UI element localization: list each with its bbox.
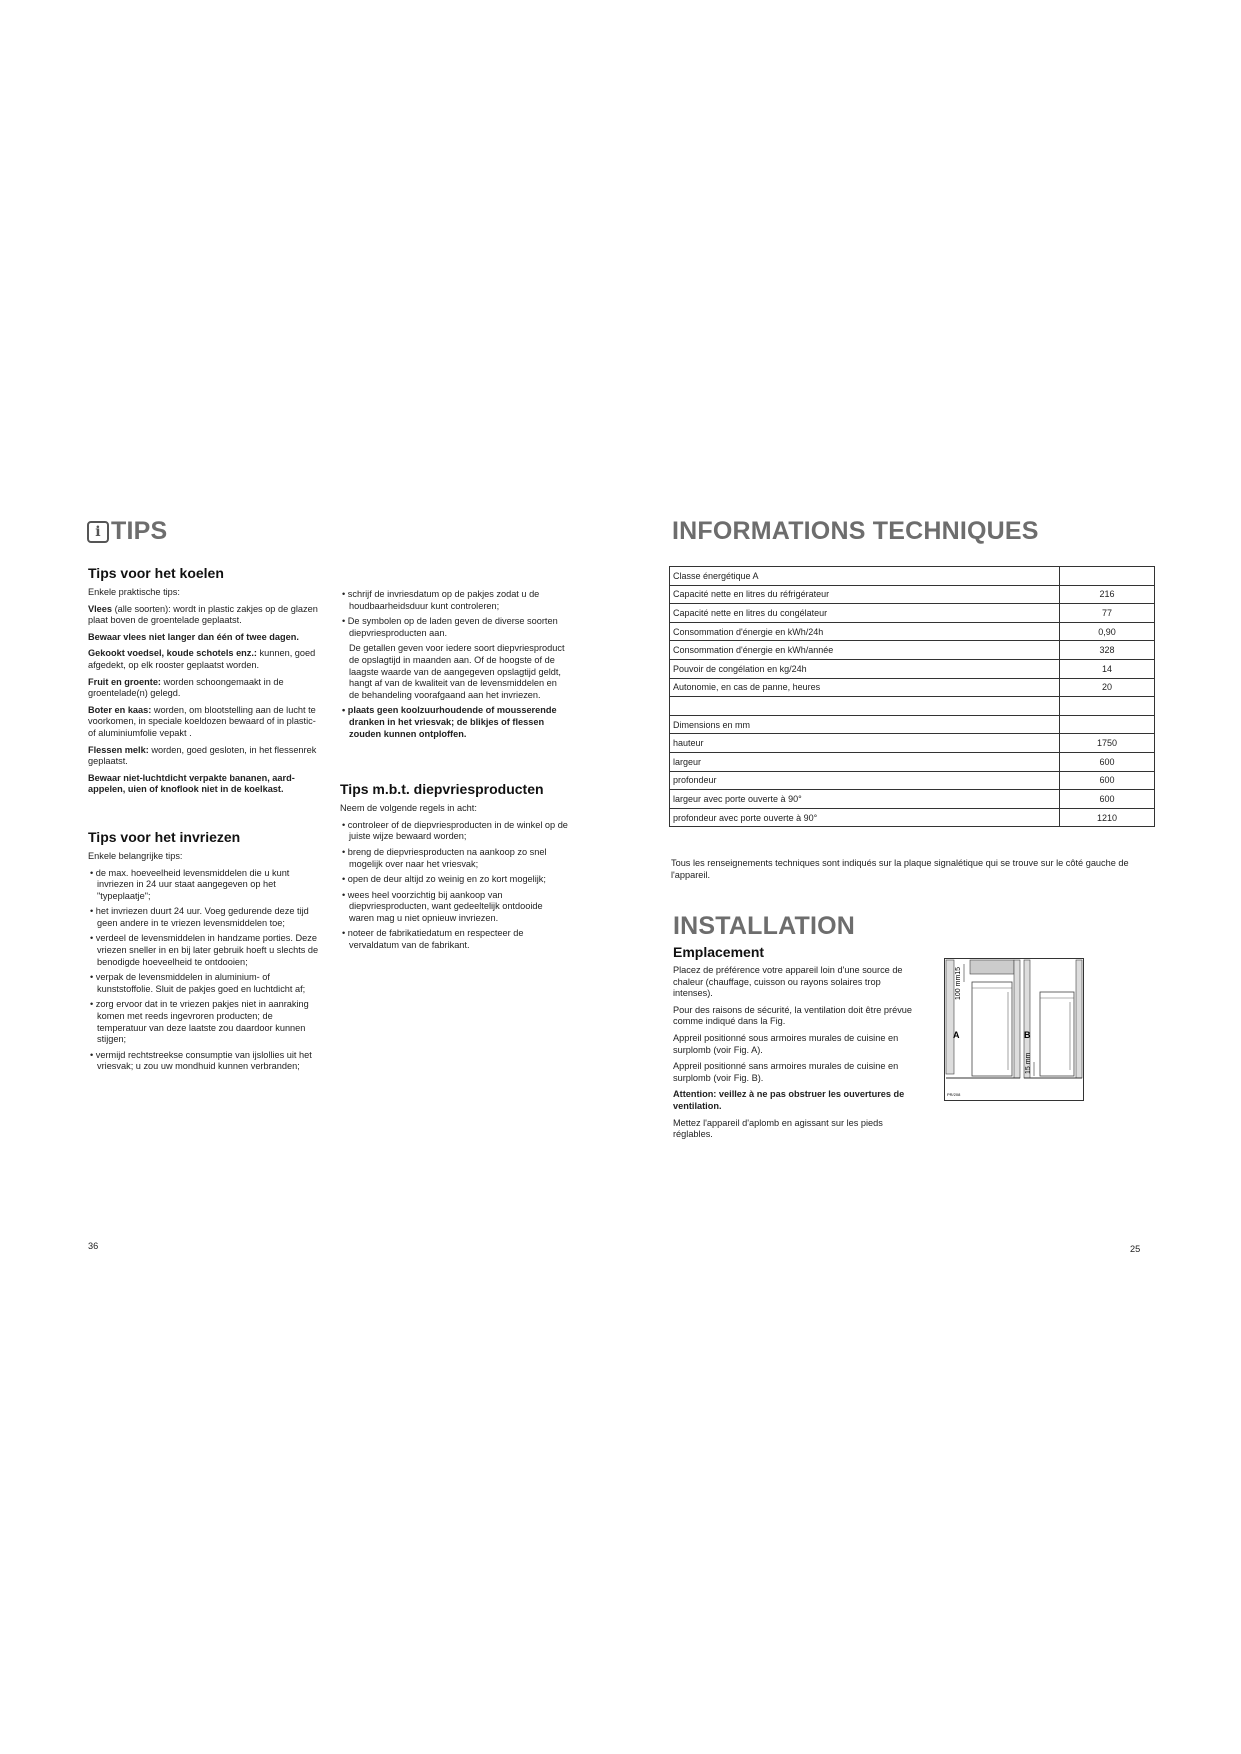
koelen-item-text: (alle soorten): wordt in plastic zakjes op de glazen plaat boven de groentelade geplaatst.: [88, 603, 318, 626]
emplacement-para: Pour des raisons de sécurité, la ventilation doit être prévue comme indiqué dans la Fig.: [673, 1004, 913, 1027]
koelen-item-bold: Bewaar vlees niet langer dan één of twee dagen.: [88, 631, 299, 642]
diepvries-bullet: • noteer de fabrikatiedatum en respecteer de vervaldatum van de fabrikant.: [340, 928, 568, 951]
table-cell-label: profondeur: [670, 771, 1060, 790]
table-row: [670, 585, 1155, 604]
table-cell-label: Consommation d'énergie en kWh/année: [670, 641, 1060, 660]
table-cell-value: 600: [1060, 790, 1155, 809]
fig-dim-bottom: 15 mm: [1025, 1052, 1032, 1074]
table-row: [670, 771, 1155, 790]
koelen-item-text: worden schoongemaakt in de groentelade(n) gelegd.: [88, 676, 284, 699]
table-cell-value: 600: [1060, 771, 1155, 790]
invriezen-list: [88, 868, 321, 1074]
col2-bullet: • De symbolen op de laden geven de diverse soorten diepvriesproducten aan.: [340, 616, 568, 639]
emplacement-final: Mettez l'appareil d'aplomb en agissant sur les pieds réglables.: [673, 1117, 883, 1140]
table-cell-label: Capacité nette en litres du réfrigérateur: [670, 585, 1060, 604]
emplacement-section: [673, 944, 913, 1146]
invriezen-bullet: • vermijd rechtstreekse consumptie van ijslollies uit het vriesvak; u zou uw mondhuid kunnen verbranden;: [88, 1050, 321, 1073]
table-row: [670, 790, 1155, 809]
table-cell-value: [1060, 715, 1155, 734]
koelen-item-bold: Gekookt voedsel, koude schotels enz.:: [88, 648, 257, 659]
table-row: [670, 715, 1155, 734]
fig-code: PR/208: [947, 1092, 961, 1097]
emplacement-para: Appreil positionné sous armoires murales de cuisine en surplomb (voir Fig. A).: [673, 1032, 899, 1055]
table-cell-label: [670, 697, 1060, 716]
table-cell-label: largeur: [670, 752, 1060, 771]
table-row: [670, 808, 1155, 827]
koelen-item-bold: Flessen melk:: [88, 744, 149, 755]
table-cell-value: 20: [1060, 678, 1155, 697]
koelen-item-bold: Boter en kaas:: [88, 704, 152, 715]
technical-note: Tous les renseignements techniques sont indiqués sur la plaque signalétique qui se trouve sur le côté gauche de l'appareil.: [671, 858, 1129, 880]
invriezen-bullet: • verdeel de levensmiddelen in handzame porties. Deze vriezen sneller in en bij later gebruik hoeft u slechts de benodigde hoeveelheid te ontdooien;: [88, 933, 321, 968]
koelen-item-text: worden, om blootstelling aan de lucht te voorkomen, in speciale koeldozen bewaard of in plastic- of aluminiumfolie vepakt .: [88, 704, 316, 738]
table-cell-value: 14: [1060, 659, 1155, 678]
diepvries-intro: Neem de volgende regels in acht:: [340, 803, 477, 814]
left-column-1: [88, 565, 321, 1077]
table-cell-label: Autonomie, en cas de panne, heures: [670, 678, 1060, 697]
right-page-number: 25: [1130, 1244, 1141, 1254]
table-cell-value: 1750: [1060, 734, 1155, 753]
info-icon: i: [87, 521, 109, 543]
koelen-item: [88, 632, 321, 644]
invriezen-bullet: • het invriezen duurt 24 uur. Voeg gedurende deze tijd geen andere in te vriezen levensmiddelen toe;: [88, 906, 321, 929]
koelen-heading: Tips voor het koelen: [88, 565, 224, 581]
koelen-item: [88, 773, 321, 796]
table-row: [670, 659, 1155, 678]
fig-label-b: B: [1024, 1030, 1031, 1040]
diepvries-bullet: • breng de diepvriesproducten na aankoop zo snel mogelijk over naar het vriesvak;: [340, 847, 568, 870]
koelen-item: [88, 705, 321, 740]
table-cell-label: Classe énergétique A: [670, 567, 1060, 586]
emplacement-heading: Emplacement: [673, 944, 765, 960]
emplacement-paras: [673, 965, 913, 1084]
table-cell-value: 77: [1060, 604, 1155, 623]
table-cell-value: 0,90: [1060, 622, 1155, 641]
koelen-item: [88, 648, 321, 671]
invriezen-body: [88, 851, 321, 1073]
koelen-item-bold: Fruit en groente:: [88, 676, 161, 687]
invriezen-bullet: • de max. hoeveelheid levensmiddelen die u kunt invriezen in 24 uur staat aangegeven op het "typeplaatje";: [88, 868, 321, 903]
table-row: [670, 734, 1155, 753]
diepvries-bullet: • wees heel voorzichtig bij aankoop van diepvriesproducten, want gedeeltelijk ontdooide waren mag u niet opnieuw invriezen.: [340, 890, 568, 925]
emplacement-para: Placez de préférence votre appareil loin d'une source de chaleur (chauffage, cuisson ou rayons solaires trop intenses).: [673, 965, 903, 999]
emplacement-attention: Attention: veillez à ne pas obstruer les ouvertures de ventilation.: [673, 1089, 905, 1111]
installation-figure: [944, 958, 1084, 1101]
koelen-item: [88, 677, 321, 700]
informations-techniques-title: INFORMATIONS TECHNIQUES: [672, 517, 1039, 545]
installation-diagram: [944, 958, 1084, 1101]
invriezen-bullet: • zorg ervoor dat in te vriezen pakjes niet in aanraking komen met reeds ingevroren producten; de temperatuur van deze laatste zou daardoor kunnen stijgen;: [88, 999, 321, 1045]
table-cell-label: Dimensions en mm: [670, 715, 1060, 734]
technical-table: [669, 566, 1155, 827]
koelen-items: [88, 604, 321, 796]
diepvries-body: [340, 803, 568, 952]
col2-body: [340, 589, 568, 740]
tips-title: i TIPS: [87, 517, 167, 546]
table-row: [670, 622, 1155, 641]
table-row: [670, 641, 1155, 660]
table-cell-label: Consommation d'énergie en kWh/24h: [670, 622, 1060, 641]
diepvries-bullet: • controleer of de diepvriesproducten in de winkel op de juiste wijze bewaard worden;: [340, 820, 568, 843]
left-page-number: 36: [88, 1241, 99, 1251]
table-cell-label: profondeur avec porte ouverte à 90°: [670, 808, 1060, 827]
emplacement-body: [673, 965, 913, 1141]
invriezen-heading: Tips voor het invriezen: [88, 828, 241, 845]
table-cell-label: largeur avec porte ouverte à 90°: [670, 790, 1060, 809]
table-row: [670, 567, 1155, 586]
table-cell-label: hauteur: [670, 734, 1060, 753]
koelen-intro: Enkele praktische tips:: [88, 587, 180, 597]
table-cell-value: 600: [1060, 752, 1155, 771]
diepvries-bullet: • open de deur altijd zo weinig en zo kort mogelijk;: [340, 874, 568, 886]
table-row: [670, 752, 1155, 771]
installation-title: INSTALLATION: [673, 912, 856, 940]
table-row: [670, 697, 1155, 716]
table-cell-value: 328: [1060, 641, 1155, 660]
col2-bold-bullet: • plaats geen koolzuurhoudende of mousserende dranken in het vriesvak; de blikjes of flessen zouden kunnen ontploffen.: [340, 705, 568, 740]
col2-para: De getallen geven voor iedere soort diepvriesproduct de opslagtijd in maanden aan. Of de hoogste of de laagste waarde van de aangegeven opslagtijd geldt, hangt af van de kwaliteit van de levensmiddelen en de behandeling voorafgaand aan het invriezen.: [349, 643, 565, 700]
table-cell-value: 216: [1060, 585, 1155, 604]
emplacement-para: Appreil positionné sans armoires murales de cuisine en surplomb (voir Fig. B).: [673, 1061, 899, 1083]
table-cell-label: Capacité nette en litres du congélateur: [670, 604, 1060, 623]
table-cell-label: Pouvoir de congélation en kg/24h: [670, 659, 1060, 678]
koelen-item-text: kunnen, goed afgedekt, op elk rooster geplaatst worden.: [88, 648, 316, 670]
col2-bullet: • schrijf de invriesdatum op de pakjes zodat u de houdbaarheidsduur kunt controleren;: [340, 589, 568, 612]
table-cell-value: 1210: [1060, 808, 1155, 827]
fig-dim-top: 100 mm15: [955, 966, 962, 1000]
invriezen-bullet: • verpak de levensmiddelen in aluminium- of kunststoffolie. Sluit de pakjes goed en luchtdicht af;: [88, 972, 321, 995]
invriezen-intro: Enkele belangrijke tips:: [88, 850, 183, 861]
table-cell-value: [1060, 567, 1155, 586]
col2-list: [340, 589, 568, 639]
koelen-item-bold: Vlees: [88, 603, 113, 614]
koelen-item-text: worden, goed gesloten, in het flessenrek geplaatst.: [88, 744, 317, 767]
koelen-item-bold: Bewaar niet-luchtdicht verpakte bananen, aard-appelen, uien of knoflook niet in de koelkast.: [88, 772, 295, 795]
koelen-body: [88, 587, 321, 796]
diepvries-list: [340, 820, 568, 952]
koelen-item: [88, 604, 321, 627]
left-column-2: [340, 589, 568, 956]
diepvries-heading: Tips m.b.t. diepvriesproducten: [340, 781, 544, 798]
koelen-item: [88, 745, 321, 768]
table-cell-value: [1060, 697, 1155, 716]
fig-label-a: A: [953, 1030, 960, 1040]
table-row: [670, 604, 1155, 623]
table-row: [670, 678, 1155, 697]
